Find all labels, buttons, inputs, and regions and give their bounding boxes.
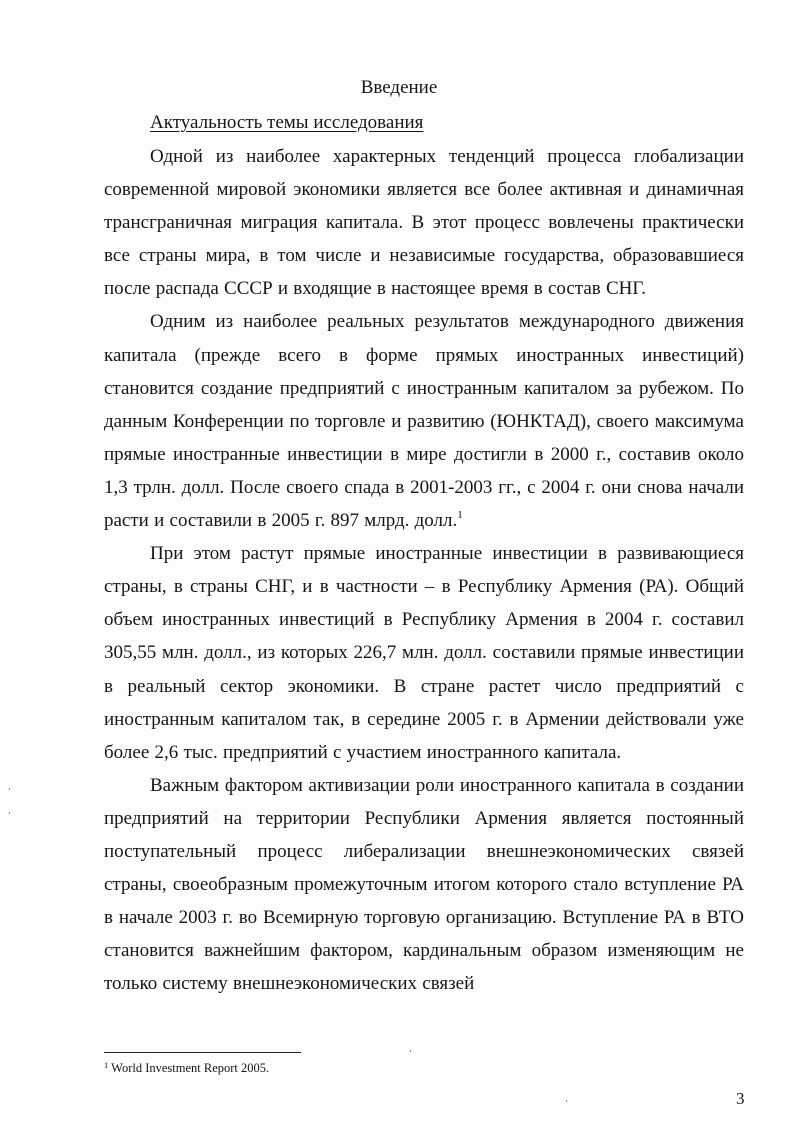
paragraph-1: Одной из наиболее характерных тенденций процесса глобализации современной мировой экономики является все более активная и динамичная трансграничная миграция капитала. В этот процесс вовлечены практически все страны мира, в том числе и независимые государства, образовавшиеся после распада СССР и входящие в настоящее время в состав СНГ. xyxy=(104,146,744,300)
footnote-text: World Investment Report 2005. xyxy=(111,1061,270,1075)
footnote-marker: 1 xyxy=(104,1060,109,1070)
scan-speck xyxy=(9,812,10,814)
footnote-separator xyxy=(104,1052,301,1053)
section-heading: Актуальность темы исследования xyxy=(150,112,424,133)
page-title: Введение xyxy=(360,77,438,98)
paragraph-3: При этом растут прямые иностранные инвестиции в развивающиеся страны, в страны СНГ, и в частности – в Республику Армения (РА). Общий объем иностранных инвестиций в Республику Армения в 2004 г. составил 305,55 млн. долл., из которых 226,7 млн. долл. составили прямые инвестиции в реальный сектор экономики. В стране растет число предприятий с иностранным капиталом так, в середине 2005 г. в Армении действовали уже более 2,6 тыс. предприятий с участием иностранного капитала. xyxy=(104,543,744,763)
paragraph-4: Важным фактором активизации роли иностранного капитала в создании предприятий на территории Республики Армения является постоянный поступательный процесс либерализации внешнеэкономических связей страны, своеобразным промежуточным итогом которого стало вступление РА в начале 2003 г. во Всемирную торговую организацию. Вступление РА в ВТО становится важнейшим фактором, кардинальным образом изменяющим не только систему внешнеэкономических связей xyxy=(104,774,744,995)
paragraph-2 xyxy=(104,305,744,537)
document-body xyxy=(104,140,744,1000)
scan-speck xyxy=(566,1100,567,1102)
footnote xyxy=(104,1059,269,1077)
paragraph-2-text: Одним из наиболее реальных результатов международного движения капитала (прежде всего в форме прямых иностранных инвестиций) становится создание предприятий с иностранным капиталом за рубежом. По данным Конференции по торговле и развитию (ЮНКТАД), своего максимума прямые иностранные инвестиции в мире достигли в 2000 г., составив около 1,3 трлн. долл. После своего спада в 2001-2003 гг., с 2004 г. они снова начали расти и составили в 2005 г. 897 млрд. долл. xyxy=(104,311,744,532)
footnote-reference: 1 xyxy=(457,509,463,522)
scan-speck xyxy=(9,788,10,790)
page-number: 3 xyxy=(736,1089,745,1108)
scan-speck xyxy=(410,1050,411,1052)
